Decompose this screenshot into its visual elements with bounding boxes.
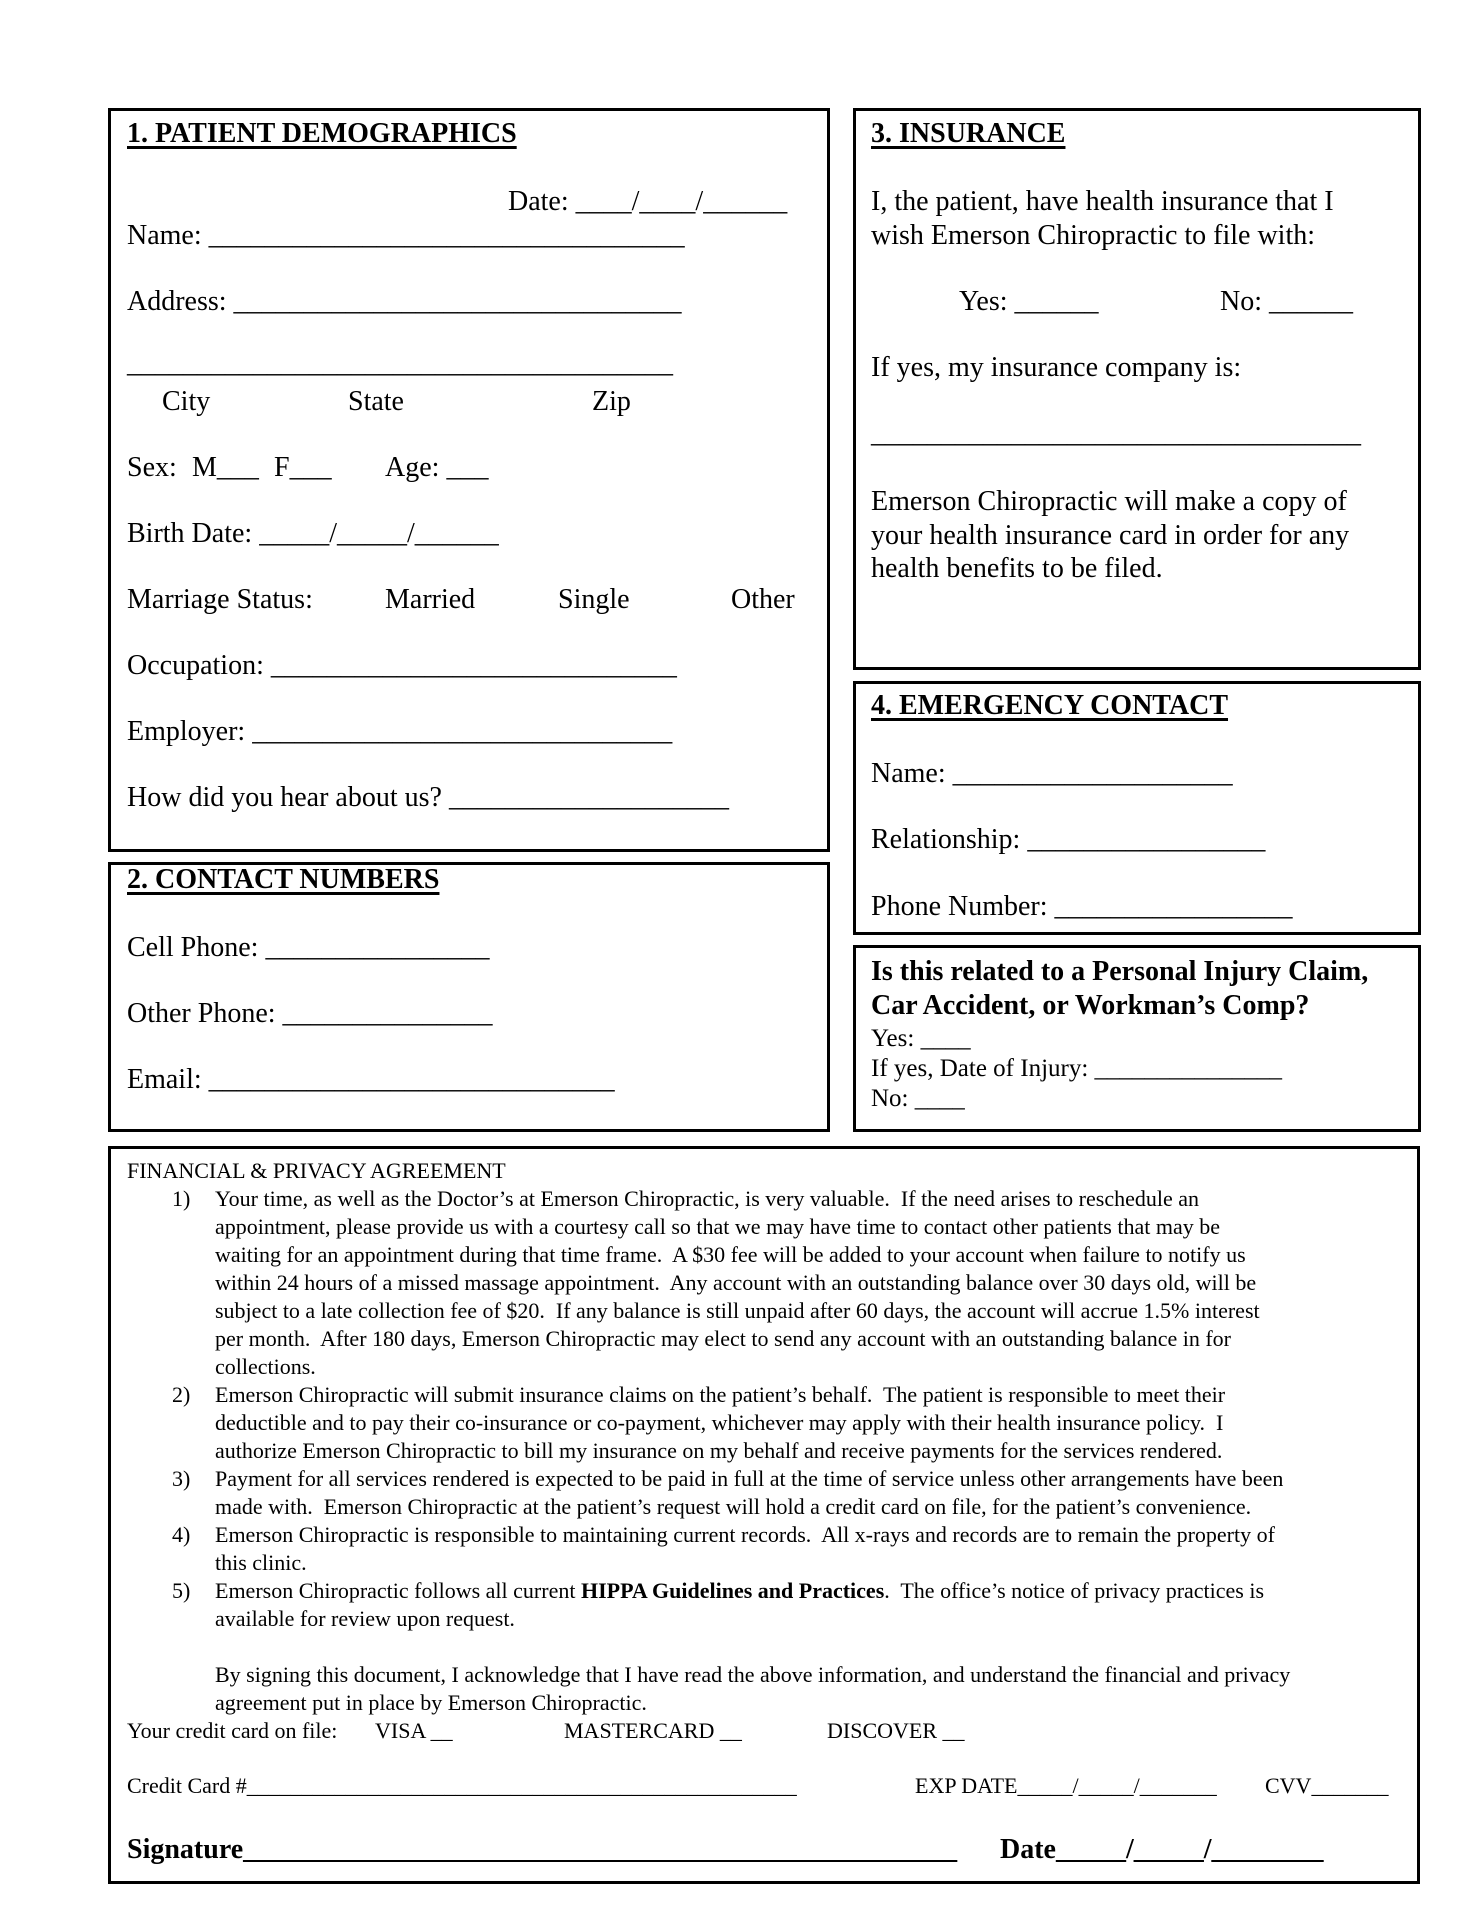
agreement-item-number: 5) [172, 1578, 191, 1603]
emergency-name-label: Name: [871, 758, 946, 789]
referral-blank[interactable]: ____________________ [448, 782, 729, 813]
birth-date-blank[interactable]: _____/_____/______ [259, 518, 499, 549]
zip-label: Zip [592, 386, 631, 417]
card-visa-option[interactable]: VISA __ [375, 1718, 453, 1743]
employer-label: Employer: [127, 716, 246, 747]
emergency-phone-label: Phone Number: [871, 891, 1048, 922]
hippa-bold-text: HIPPA Guidelines and Practices [580, 1578, 885, 1603]
credit-card-number-blank[interactable]: __________________________________________________ [246, 1773, 797, 1798]
signature-field[interactable] [127, 1836, 957, 1864]
marriage-status-label: Marriage Status: [127, 584, 313, 615]
insurance-company-label: If yes, my insurance company is: [871, 352, 1242, 383]
agreement-item-text: Your time, as well as the Doctor’s at Emerson Chiropractic, is very valuable. If the need arises to reschedule an [215, 1186, 1200, 1211]
city-label: City [162, 386, 211, 417]
exp-date-blank[interactable]: _____/_____/_______ [1017, 1773, 1217, 1798]
signature-label: Signature [127, 1834, 244, 1865]
agreement-item-text: authorize Emerson Chiropractic to bill my insurance on my behalf and receive payments for the services rendered. [215, 1438, 1223, 1463]
date-blank[interactable]: ____/____/______ [575, 186, 788, 217]
insurance-yes-blank[interactable]: ______ [1014, 286, 1099, 317]
emergency-name-blank[interactable]: ____________________ [952, 758, 1233, 789]
sex-label: Sex: [127, 452, 177, 483]
marriage-option-other[interactable]: Other [731, 584, 795, 615]
email-label: Email: [127, 1064, 202, 1095]
injury-date-field[interactable]: If yes, Date of Injury: _______________ [871, 1055, 1283, 1082]
age-label: Age: [385, 452, 440, 483]
address-blank[interactable]: ________________________________ [233, 286, 682, 317]
insurance-note-line3: health benefits to be filed. [871, 553, 1163, 584]
state-label: State [348, 386, 404, 417]
name-blank[interactable]: __________________________________ [208, 220, 685, 251]
marriage-option-married[interactable]: Married [385, 584, 476, 615]
section-title-contact: 2. CONTACT NUMBERS [127, 864, 440, 895]
hippa-pre-text: Emerson Chiropractic follows all current [215, 1578, 581, 1603]
injury-question-line1: Is this related to a Personal Injury Claim, [871, 956, 1369, 987]
date-label: Date: [508, 186, 569, 217]
agreement-item-text: deductible and to pay their co-insurance or co-payment, whichever may apply with their health insurance policy. I [215, 1410, 1224, 1435]
emergency-phone-field[interactable] [871, 893, 1293, 921]
age-blank[interactable]: ___ [446, 452, 489, 483]
agreement-item-text: available for review upon request. [215, 1606, 515, 1631]
insurance-intro-line2: wish Emerson Chiropractic to file with: [871, 220, 1316, 251]
insurance-intro-line1: I, the patient, have health insurance that I [871, 186, 1334, 217]
exp-date-field[interactable] [915, 1775, 1217, 1797]
sex-female-blank[interactable]: F___ [274, 452, 332, 483]
agreement-item-text: this clinic. [215, 1550, 307, 1575]
cell-phone-label: Cell Phone: [127, 932, 259, 963]
section-title-insurance: 3. INSURANCE [871, 118, 1066, 149]
address-label: Address: [127, 286, 227, 317]
signature-date-blank[interactable]: _____/_____/________ [1055, 1834, 1324, 1865]
agreement-item-number: 2) [172, 1382, 191, 1407]
insurance-no-field[interactable] [1220, 288, 1353, 316]
city-state-zip-blank[interactable]: _______________________________________ [127, 348, 673, 379]
hippa-post-text: . The office’s notice of privacy practices is [884, 1578, 1265, 1603]
exp-date-label: EXP DATE [915, 1773, 1018, 1798]
sex-male-blank[interactable]: M___ [192, 452, 259, 483]
occupation-field[interactable] [127, 652, 677, 680]
insurance-note-line2: your health insurance card in order for any [871, 520, 1350, 551]
insurance-company-blank[interactable]: ___________________________________ [871, 418, 1361, 449]
agreement-title: FINANCIAL & PRIVACY AGREEMENT [127, 1158, 506, 1183]
agreement-item-number: 3) [172, 1466, 191, 1491]
other-phone-label: Other Phone: [127, 998, 276, 1029]
other-phone-field[interactable] [127, 1000, 493, 1028]
agreement-item-text: made with. Emerson Chiropractic at the patient’s request will hold a credit card on file, for the patient’s convenience. [215, 1494, 1252, 1519]
name-field[interactable] [127, 222, 685, 250]
card-mastercard-option[interactable]: MASTERCARD __ [564, 1718, 742, 1743]
agreement-item-number: 4) [172, 1522, 191, 1547]
date-field[interactable] [508, 188, 787, 216]
agreement-item-text: Emerson Chiropractic is responsible to maintaining current records. All x-rays and records are to remain the property of [215, 1522, 1275, 1547]
insurance-yes-label: Yes: [959, 286, 1008, 317]
injury-yes-field[interactable]: Yes: ____ [871, 1025, 971, 1052]
occupation-blank[interactable]: _____________________________ [270, 650, 677, 681]
email-field[interactable] [127, 1066, 615, 1094]
injury-no-field[interactable]: No: ____ [871, 1085, 965, 1112]
insurance-no-label: No: [1220, 286, 1262, 317]
insurance-note-line1: Emerson Chiropractic will make a copy of [871, 486, 1347, 517]
address-field[interactable] [127, 288, 682, 316]
cvv-label: CVV [1265, 1773, 1312, 1798]
emergency-relationship-field[interactable] [871, 826, 1265, 854]
card-on-file-label: Your credit card on file: [127, 1718, 338, 1743]
employer-field[interactable] [127, 718, 672, 746]
acknowledgement-line2: agreement put in place by Emerson Chiropractic. [215, 1690, 647, 1715]
insurance-yes-field[interactable] [959, 288, 1099, 316]
credit-card-number-label: Credit Card # [127, 1773, 247, 1798]
agreement-item-text: Payment for all services rendered is expected to be paid in full at the time of service unless other arrangements have been [215, 1466, 1284, 1491]
acknowledgement-line1: By signing this document, I acknowledge that I have read the above information, and understand the financial and privacy [215, 1662, 1291, 1687]
cell-phone-field[interactable] [127, 934, 489, 962]
name-label: Name: [127, 220, 202, 251]
sex-field [127, 454, 177, 482]
agreement-item-text: collections. [215, 1354, 316, 1379]
other-phone-blank[interactable]: _______________ [282, 998, 493, 1029]
signature-blank[interactable]: ___________________________________________________ [243, 1834, 958, 1865]
emergency-name-field[interactable] [871, 760, 1233, 788]
emergency-relationship-label: Relationship: [871, 824, 1021, 855]
card-discover-option[interactable]: DISCOVER __ [827, 1718, 965, 1743]
age-field[interactable] [385, 454, 488, 482]
agreement-item-number: 1) [172, 1186, 191, 1211]
email-blank[interactable]: _____________________________ [208, 1064, 615, 1095]
referral-field[interactable] [127, 784, 729, 812]
agreement-item-text: waiting for an appointment during that time frame. A $30 fee will be added to your account when failure to notify us [215, 1242, 1246, 1267]
cell-phone-blank[interactable]: ________________ [265, 932, 490, 963]
marriage-option-single[interactable]: Single [558, 584, 630, 615]
emergency-relationship-blank[interactable]: _________________ [1027, 824, 1266, 855]
section-title-emergency: 4. EMERGENCY CONTACT [871, 690, 1229, 721]
agreement-item-text: Emerson Chiropractic will submit insurance claims on the patient’s behalf. The patient is responsible to meet their [215, 1382, 1226, 1407]
occupation-label: Occupation: [127, 650, 264, 681]
agreement-item-text: subject to a late collection fee of $20. If any balance is still unpaid after 60 days, the account will accrue 1.5% interest [215, 1298, 1260, 1323]
cvv-field[interactable] [1265, 1775, 1388, 1797]
birth-date-label: Birth Date: [127, 518, 253, 549]
agreement-item-text [215, 1580, 1264, 1602]
injury-question-line2: Car Accident, or Workman’s Comp? [871, 990, 1310, 1021]
signature-date-field[interactable] [1000, 1836, 1324, 1864]
credit-card-number-field[interactable] [127, 1775, 797, 1797]
section-title-demographics: 1. PATIENT DEMOGRAPHICS [127, 118, 517, 149]
insurance-no-blank[interactable]: ______ [1269, 286, 1353, 317]
birth-date-field[interactable] [127, 520, 499, 548]
employer-blank[interactable]: ______________________________ [252, 716, 673, 747]
agreement-item-text: appointment, please provide us with a courtesy call so that we may have time to contact other patients that may be [215, 1214, 1220, 1239]
emergency-phone-blank[interactable]: _________________ [1054, 891, 1293, 922]
agreement-item-text: within 24 hours of a missed massage appointment. Any account with an outstanding balance over 30 days old, will be [215, 1270, 1257, 1295]
signature-date-label: Date [1000, 1834, 1056, 1865]
referral-label: How did you hear about us? [127, 782, 442, 813]
agreement-item-text: per month. After 180 days, Emerson Chiropractic may elect to send any account with an outstanding balance in for [215, 1326, 1231, 1351]
cvv-blank[interactable]: _______ [1311, 1773, 1389, 1798]
